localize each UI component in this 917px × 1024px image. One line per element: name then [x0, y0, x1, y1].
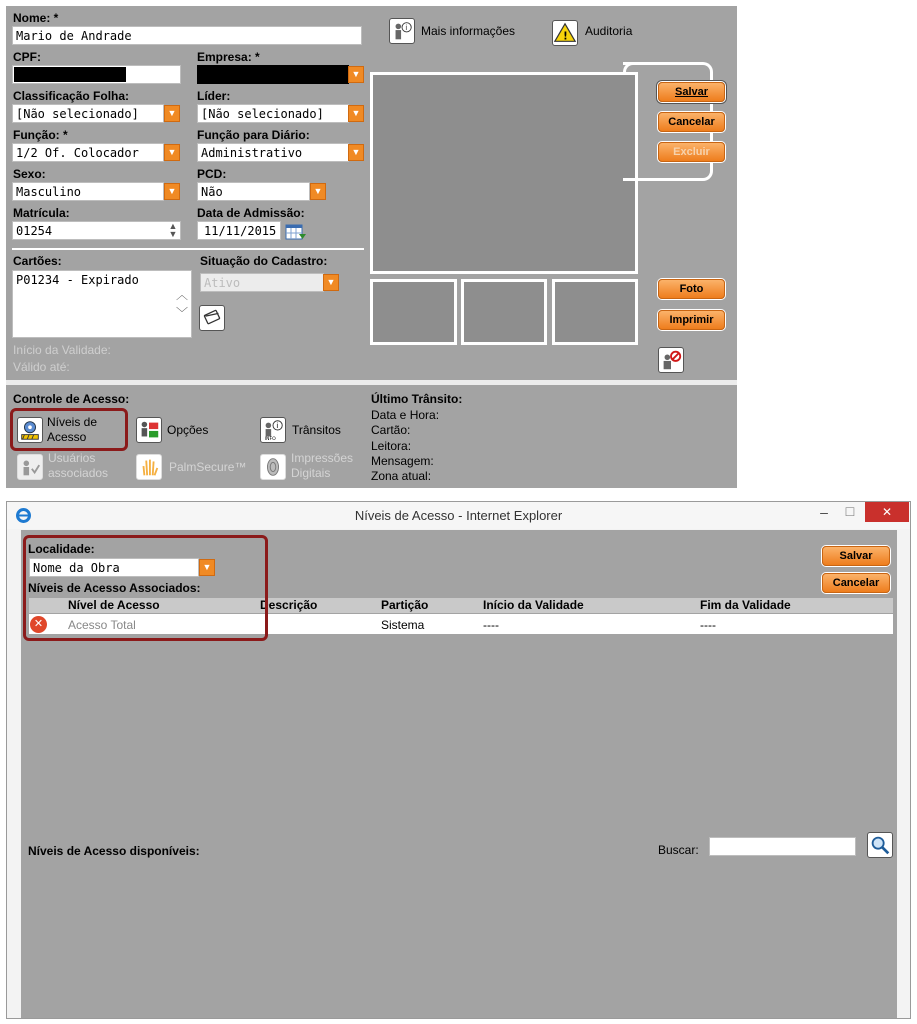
funcao-diario-label: Função para Diário: [197, 128, 310, 142]
localidade-select[interactable]: Nome da Obra [29, 558, 199, 577]
highlight-niveis-acesso [10, 408, 128, 451]
employee-form-panel [6, 6, 737, 488]
cpf-redaction [14, 67, 126, 82]
situacao-label: Situação do Cadastro: [200, 254, 328, 268]
svg-text:i: i [405, 23, 408, 33]
matricula-spinner-icon[interactable]: ▲ ▼ [168, 221, 178, 239]
matricula-field[interactable]: 01254 [12, 221, 181, 240]
lider-dropdown-arrow-icon[interactable] [348, 105, 364, 122]
row-particao: Sistema [381, 618, 425, 632]
remove-row-icon[interactable]: ✕ [30, 616, 47, 633]
highlight-localidade [23, 535, 268, 641]
buscar-label: Buscar: [658, 843, 699, 857]
nome-field[interactable]: Mario de Andrade [12, 26, 362, 45]
funcao-dropdown-arrow-icon[interactable] [164, 144, 180, 161]
zona-atual-label: Zona atual: [371, 469, 432, 483]
usuarios-associados-link: Usuários associados [48, 451, 109, 480]
usuarios-associados-icon [17, 454, 43, 480]
pcd-select[interactable]: Não [197, 182, 310, 201]
localidade-label: Localidade: [28, 542, 95, 556]
transitos-link[interactable]: Trânsitos [292, 423, 341, 437]
col-fim-validade: Fim da Validade [700, 598, 791, 612]
leitora-label: Leitora: [371, 439, 412, 453]
thumb-photo-1[interactable] [370, 279, 457, 345]
auditoria-link[interactable]: Auditoria [585, 24, 633, 38]
empresa-select[interactable] [197, 65, 349, 84]
disponiveis-title: Níveis de Acesso disponíveis: [28, 844, 200, 858]
funcao-select[interactable]: 1/2 Of. Colocador [12, 143, 164, 162]
ultimo-transito-title: Último Trânsito: [371, 392, 463, 406]
nome-label: Nome: * [13, 11, 59, 25]
funcao-diario-select[interactable]: Administrativo [197, 143, 349, 162]
sexo-select[interactable]: Masculino [12, 182, 164, 201]
svg-text:i: i [276, 421, 279, 431]
cpf-label: CPF: [13, 50, 41, 64]
excluir-button[interactable]: Excluir [658, 142, 725, 162]
situacao-select[interactable]: Ativo [200, 273, 324, 292]
admissao-label: Data de Admissão: [197, 206, 305, 220]
col-inicio-validade: Início da Validade [483, 598, 584, 612]
mais-info-link[interactable]: Mais informações [421, 24, 516, 38]
classificacao-select[interactable]: [Não selecionado] [12, 104, 164, 123]
minimize-icon[interactable]: – [820, 504, 828, 520]
cpf-field[interactable] [12, 65, 181, 84]
thumb-photo-3[interactable] [552, 279, 638, 345]
thumb-photo-2[interactable] [461, 279, 547, 345]
dialog-cancelar-button[interactable]: Cancelar [822, 573, 890, 593]
situacao-dropdown-arrow-icon[interactable] [323, 274, 339, 291]
sexo-label: Sexo: [13, 167, 46, 181]
lider-select[interactable]: [Não selecionado] [197, 104, 349, 123]
info-person-icon[interactable] [389, 18, 415, 44]
opcoes-link[interactable]: Opções [167, 423, 209, 437]
associados-title: Níveis de Acesso Associados: [28, 581, 201, 595]
cancelar-button[interactable]: Cancelar [658, 112, 725, 132]
salvar-button[interactable]: Salvar [658, 82, 725, 102]
inicio-validade-label: Início da Validade: [13, 343, 111, 357]
imprimir-button[interactable]: Imprimir [658, 310, 725, 330]
classificacao-label: Classificação Folha: [13, 89, 130, 103]
dialog-window [6, 501, 911, 1019]
empresa-dropdown-arrow-icon[interactable] [348, 66, 364, 83]
matricula-label: Matrícula: [13, 206, 70, 220]
lider-label: Líder: [197, 89, 231, 103]
impressoes-digitais-link: Impressões Digitais [291, 451, 354, 480]
admissao-field[interactable]: 11/11/2015 [197, 221, 281, 240]
calendar-icon[interactable] [285, 222, 307, 241]
dialog-title: Níveis de Acesso - Internet Explorer [354, 508, 563, 523]
cartoes-item[interactable]: P01234 - Expirado [16, 273, 139, 287]
transitos-icon[interactable] [260, 417, 286, 443]
pcd-dropdown-arrow-icon[interactable] [310, 183, 326, 200]
cartoes-list[interactable] [12, 270, 192, 338]
row-nivel: Acesso Total [68, 618, 136, 632]
remove-person-icon[interactable] [658, 347, 684, 373]
cartao-label: Cartão: [371, 423, 411, 437]
data-hora-label: Data e Hora: [371, 408, 440, 422]
mensagem-label: Mensagem: [371, 454, 434, 468]
fingerprint-icon [260, 454, 286, 480]
buscar-input[interactable] [709, 837, 856, 856]
row-fim: ---- [700, 618, 716, 632]
warning-icon[interactable] [552, 20, 578, 46]
cartoes-scroll-icon[interactable]: ︿ ﹀ [176, 288, 189, 320]
form-divider [12, 248, 364, 250]
valido-ate-label: Válido até: [13, 360, 70, 374]
close-icon[interactable]: ✕ [865, 502, 909, 522]
funcao-label: Função: * [13, 128, 68, 142]
svg-text:INFO: INFO [264, 437, 276, 442]
pcd-label: PCD: [197, 167, 227, 181]
main-photo [370, 72, 638, 274]
dialog-titlebar[interactable] [7, 502, 910, 529]
funcao-diario-dropdown-arrow-icon[interactable] [348, 144, 364, 161]
foto-button[interactable]: Foto [658, 279, 725, 299]
palmsecure-link: PalmSecure™ [169, 460, 247, 474]
maximize-icon[interactable]: ☐ [844, 505, 856, 519]
dialog-salvar-button[interactable]: Salvar [822, 546, 890, 566]
cartoes-label: Cartões: [13, 254, 62, 268]
col-particao: Partição [381, 598, 429, 612]
svg-text:!: ! [563, 31, 568, 43]
controle-acesso-title: Controle de Acesso: [13, 392, 130, 406]
sexo-dropdown-arrow-icon[interactable] [164, 183, 180, 200]
row-inicio: ---- [483, 618, 499, 632]
search-icon[interactable] [867, 832, 893, 858]
niveis-acesso-link[interactable]: Níveis de Acesso [47, 415, 98, 444]
section-divider [6, 380, 737, 385]
col-nivel-acesso: Nível de Acesso [68, 598, 160, 612]
dialog-body [21, 530, 897, 1018]
col-descricao: Descrição [260, 598, 318, 612]
classificacao-dropdown-arrow-icon[interactable] [164, 105, 180, 122]
opcoes-icon[interactable] [136, 417, 162, 443]
card-icon[interactable] [199, 305, 225, 331]
empresa-label: Empresa: * [197, 50, 260, 64]
palm-icon [136, 454, 162, 480]
